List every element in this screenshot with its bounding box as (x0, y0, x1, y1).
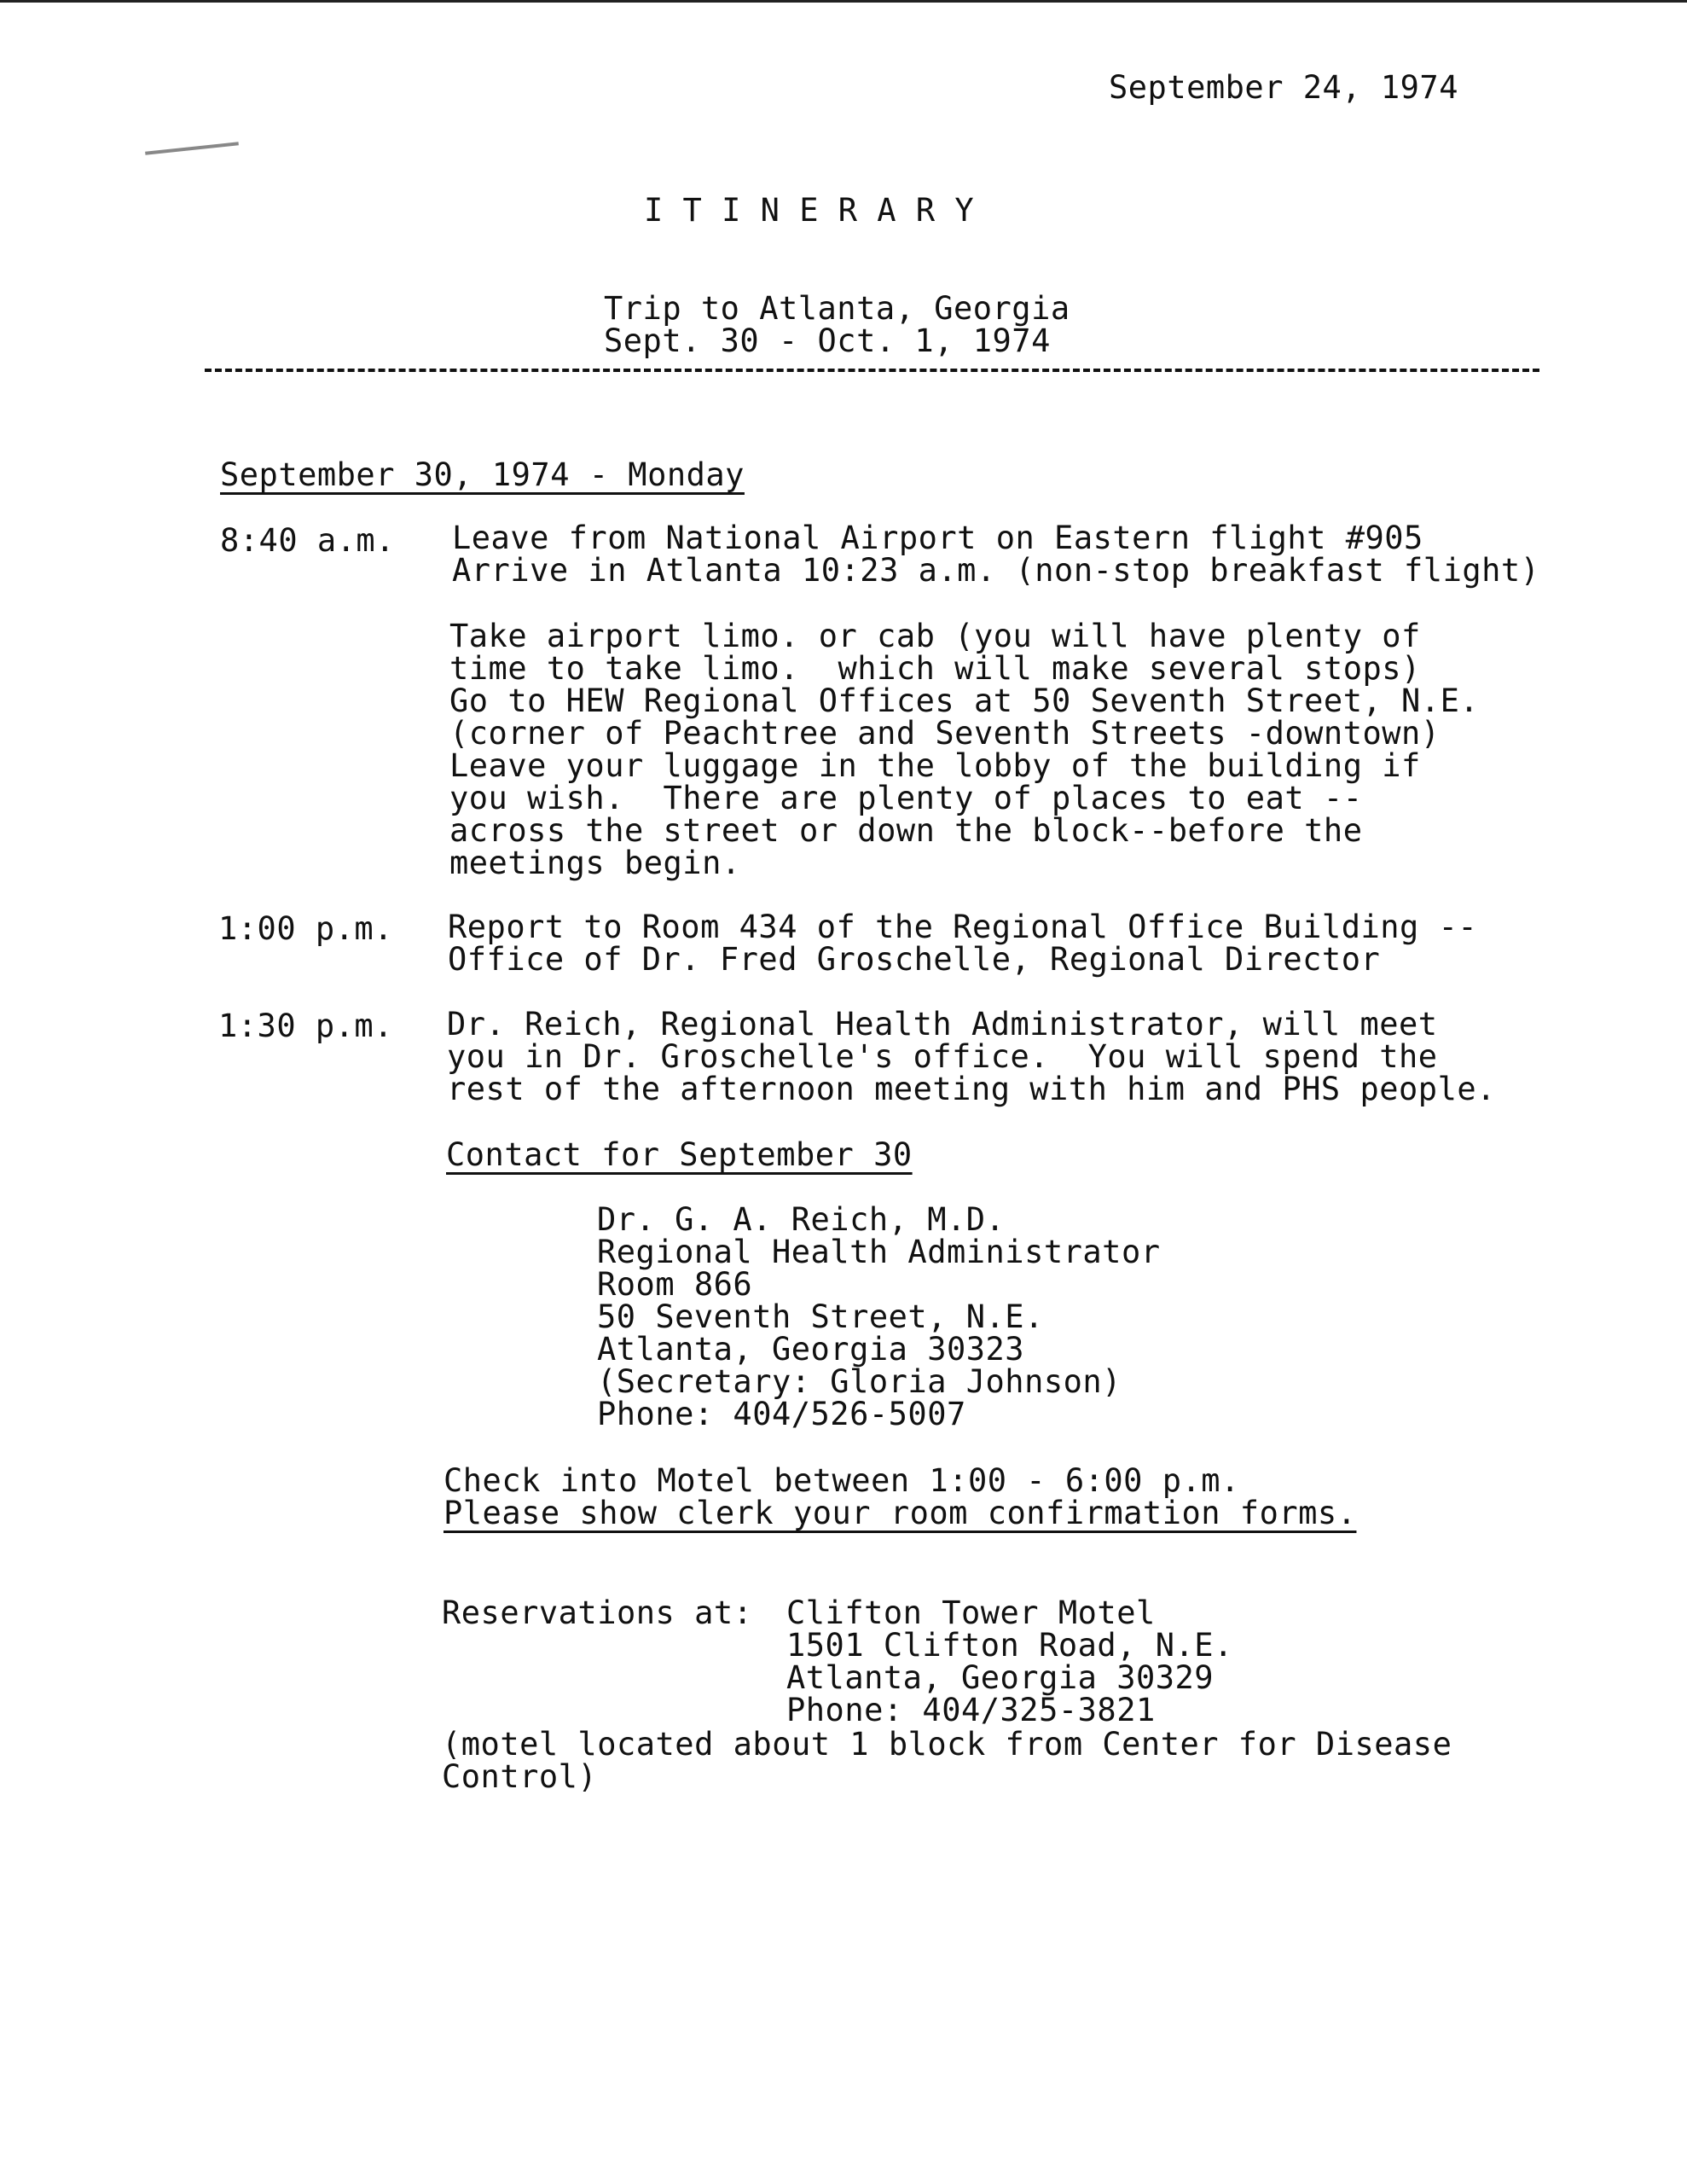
reservation-line: Clifton Tower Motel (786, 1594, 1156, 1631)
document-title: I T I N E R A R Y (644, 192, 975, 229)
entry-line: across the street or down the block--before the (449, 812, 1363, 849)
contact-line: 50 Seventh Street, N.E. (597, 1298, 1044, 1335)
entry-line: Go to HEW Regional Offices at 50 Seventh Street, N.E. (449, 682, 1480, 719)
entry-line: (corner of Peachtree and Seventh Streets -downtown) (449, 715, 1441, 752)
contact-line: Phone: 404/526-5007 (597, 1396, 966, 1432)
document-date: September 24, 1974 (1109, 69, 1458, 106)
entry-line: you in Dr. Groschelle's office. You will spend the (447, 1038, 1438, 1075)
entry-line: you wish. There are plenty of places to eat -- (449, 780, 1363, 816)
reservation-note: Control) (442, 1758, 598, 1795)
contact-line: Regional Health Administrator (597, 1234, 1161, 1270)
contact-line: Dr. G. A. Reich, M.D. (597, 1201, 1006, 1238)
entry-line: Arrive in Atlanta 10:23 a.m. (non-stop breakfast flight) (452, 552, 1540, 589)
entry-line: meetings begin. (449, 845, 741, 881)
trip-destination: Trip to Atlanta, Georgia (604, 290, 1070, 327)
dashed-divider (205, 369, 1539, 372)
scan-smudge (145, 142, 239, 154)
contact-line: (Secretary: Gloria Johnson) (597, 1363, 1122, 1400)
reservations-label: Reservations at: (442, 1594, 753, 1631)
entry-line: Take airport limo. or cab (you will have plenty of (449, 618, 1421, 654)
scan-edge (0, 0, 1687, 3)
trip-dates: Sept. 30 - Oct. 1, 1974 (604, 322, 1051, 359)
contact-line: Atlanta, Georgia 30323 (597, 1331, 1025, 1368)
entry-time: 8:40 a.m. (220, 522, 395, 559)
entry-line: Report to Room 434 of the Regional Office Building -- (448, 909, 1478, 945)
contact-line: Room 866 (597, 1266, 753, 1303)
reservation-line: Phone: 404/325-3821 (786, 1692, 1156, 1728)
checkin-note: Please show clerk your room confirmation forms. (443, 1495, 1357, 1531)
reservation-line: Atlanta, Georgia 30329 (786, 1659, 1215, 1696)
day-heading: September 30, 1974 - Monday (220, 456, 745, 493)
entry-line: Leave from National Airport on Eastern flight #905 (452, 520, 1423, 556)
entry-line: Dr. Reich, Regional Health Administrator, will meet (447, 1006, 1438, 1043)
reservation-note: (motel located about 1 block from Center for Disease (442, 1726, 1452, 1763)
entry-time: 1:30 p.m. (218, 1008, 393, 1044)
entry-line: Leave your luggage in the lobby of the building if (449, 747, 1421, 784)
entry-time: 1:00 p.m. (218, 910, 393, 947)
contact-heading: Contact for September 30 (446, 1136, 913, 1173)
entry-line: Office of Dr. Fred Groschelle, Regional Director (448, 941, 1381, 978)
entry-line: rest of the afternoon meeting with him and PHS people. (447, 1071, 1496, 1107)
reservation-line: 1501 Clifton Road, N.E. (786, 1627, 1233, 1664)
checkin-line: Check into Motel between 1:00 - 6:00 p.m. (443, 1462, 1240, 1499)
entry-line: time to take limo. which will make several stops) (449, 650, 1421, 687)
